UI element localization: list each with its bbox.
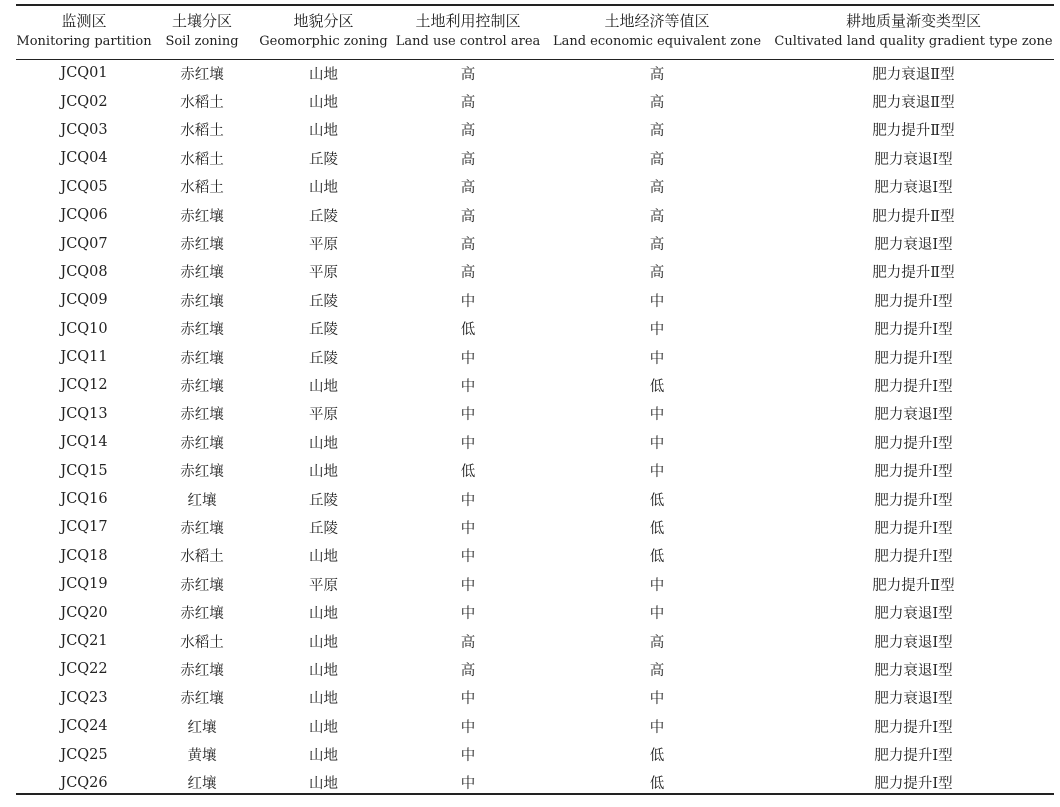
land-economic-cell: 中 <box>649 435 665 452</box>
header-row <box>16 7 1054 55</box>
land-use-cell: 中 <box>460 520 476 537</box>
quality-type-cell: 肥力提升Ⅰ型 <box>874 748 953 765</box>
soil-zone-cell: 红壤 <box>187 776 217 793</box>
col-header-zh: 耕地质量渐变类型区 <box>845 12 981 30</box>
land-economic-cell: 高 <box>649 208 665 225</box>
monitoring-id-cell: JCQ04 <box>60 150 108 167</box>
land-economic-cell: 中 <box>649 464 665 481</box>
col-header-zh: 土地利用控制区 <box>415 12 521 30</box>
col-header-monitoring-partition <box>16 7 152 55</box>
monitoring-id-cell: JCQ03 <box>60 121 108 138</box>
table-row <box>16 655 1054 683</box>
quality-type-cell: 肥力提升Ⅰ型 <box>874 435 953 452</box>
quality-type-cell: 肥力提升Ⅰ型 <box>874 549 953 566</box>
soil-zone-cell: 赤红壤 <box>180 378 224 395</box>
land-economic-cell: 高 <box>649 634 665 651</box>
quality-type-cell: 肥力衰退Ⅰ型 <box>874 662 953 679</box>
geomorphic-zone-cell: 山地 <box>309 123 338 140</box>
land-use-cell: 高 <box>460 237 476 254</box>
land-use-cell: 中 <box>460 549 476 566</box>
land-use-cell: 中 <box>460 435 476 452</box>
land-economic-cell: 中 <box>649 719 665 736</box>
quality-type-cell: 肥力衰退Ⅱ型 <box>872 95 955 112</box>
table-row <box>16 173 1054 201</box>
soil-zone-cell: 赤红壤 <box>180 577 224 594</box>
col-header-zh: 地貌分区 <box>293 12 354 30</box>
land-use-cell: 中 <box>460 606 476 623</box>
table-row <box>16 371 1054 399</box>
quality-type-cell: 肥力提升Ⅰ型 <box>874 776 953 793</box>
geomorphic-zone-cell: 山地 <box>309 719 338 736</box>
table-row <box>16 740 1054 768</box>
monitoring-id-cell: JCQ02 <box>60 93 108 110</box>
col-header-quality-gradient-zone <box>773 7 1054 55</box>
soil-zone-cell: 赤红壤 <box>180 662 224 679</box>
table-row <box>16 542 1054 570</box>
geomorphic-zone-cell: 丘陵 <box>309 293 338 310</box>
monitoring-id-cell: JCQ07 <box>60 235 108 252</box>
col-header-en: Monitoring partition <box>16 34 152 49</box>
table-row <box>16 87 1054 115</box>
land-economic-cell: 中 <box>649 407 665 424</box>
monitoring-id-cell: JCQ05 <box>60 178 108 195</box>
monitoring-id-cell: JCQ09 <box>60 292 108 309</box>
quality-type-cell: 肥力提升Ⅱ型 <box>872 577 955 594</box>
land-economic-cell: 高 <box>649 662 665 679</box>
quality-type-cell: 肥力衰退Ⅰ型 <box>874 407 953 424</box>
table-row <box>16 286 1054 314</box>
land-use-cell: 高 <box>460 634 476 651</box>
quality-type-cell: 肥力提升Ⅱ型 <box>872 265 955 282</box>
quality-type-cell: 肥力提升Ⅰ型 <box>874 464 953 481</box>
monitoring-id-cell: JCQ24 <box>60 718 108 735</box>
quality-type-cell: 肥力衰退Ⅰ型 <box>874 237 953 254</box>
geomorphic-zone-cell: 山地 <box>309 180 338 197</box>
col-header-land-economic-zone <box>541 7 773 55</box>
land-economic-cell: 高 <box>649 151 665 168</box>
geomorphic-zone-cell: 山地 <box>309 606 338 623</box>
soil-zone-cell: 赤红壤 <box>180 265 224 282</box>
table-body <box>16 55 1054 797</box>
quality-type-cell: 肥力衰退Ⅰ型 <box>874 691 953 708</box>
soil-zone-cell: 水稻土 <box>180 95 224 112</box>
land-economic-cell: 低 <box>649 378 665 395</box>
soil-zone-cell: 赤红壤 <box>180 520 224 537</box>
land-use-cell: 高 <box>460 208 476 225</box>
monitoring-id-cell: JCQ22 <box>60 661 108 678</box>
col-header-land-use-control <box>395 7 541 55</box>
quality-type-cell: 肥力提升Ⅰ型 <box>874 378 953 395</box>
table-row <box>16 201 1054 229</box>
land-economic-cell: 中 <box>649 691 665 708</box>
monitoring-id-cell: JCQ10 <box>60 320 108 337</box>
land-economic-cell: 中 <box>649 606 665 623</box>
land-economic-cell: 中 <box>649 293 665 310</box>
land-economic-cell: 低 <box>649 492 665 509</box>
land-use-cell: 低 <box>460 464 476 481</box>
table-row <box>16 55 1054 87</box>
land-economic-cell: 高 <box>649 265 665 282</box>
monitoring-id-cell: JCQ11 <box>60 349 108 366</box>
geomorphic-zone-cell: 丘陵 <box>309 208 338 225</box>
quality-type-cell: 肥力衰退Ⅰ型 <box>874 151 953 168</box>
land-use-cell: 中 <box>460 577 476 594</box>
monitoring-id-cell: JCQ08 <box>60 263 108 280</box>
soil-zone-cell: 水稻土 <box>180 634 224 651</box>
land-economic-cell: 高 <box>649 66 665 83</box>
table-row <box>16 485 1054 513</box>
col-header-en: Soil zoning <box>165 34 239 49</box>
land-use-cell: 高 <box>460 123 476 140</box>
quality-type-cell: 肥力提升Ⅰ型 <box>874 520 953 537</box>
monitoring-id-cell: JCQ15 <box>60 462 108 479</box>
soil-zone-cell: 水稻土 <box>180 151 224 168</box>
land-use-cell: 中 <box>460 378 476 395</box>
soil-zone-cell: 黄壤 <box>187 748 217 765</box>
table-row <box>16 684 1054 712</box>
quality-type-cell: 肥力提升Ⅰ型 <box>874 293 953 310</box>
monitoring-id-cell: JCQ25 <box>60 746 108 763</box>
geomorphic-zone-cell: 山地 <box>309 634 338 651</box>
table-row <box>16 400 1054 428</box>
land-economic-cell: 中 <box>649 350 665 367</box>
quality-type-cell: 肥力衰退Ⅱ型 <box>872 66 955 83</box>
soil-zone-cell: 红壤 <box>187 492 217 509</box>
geomorphic-zone-cell: 丘陵 <box>309 151 338 168</box>
soil-zone-cell: 赤红壤 <box>180 66 224 83</box>
geomorphic-zone-cell: 山地 <box>309 549 338 566</box>
geomorphic-zone-cell: 丘陵 <box>309 520 338 537</box>
land-use-cell: 高 <box>460 662 476 679</box>
land-economic-cell: 高 <box>649 237 665 254</box>
land-use-cell: 高 <box>460 66 476 83</box>
geomorphic-zone-cell: 山地 <box>309 748 338 765</box>
geomorphic-zone-cell: 山地 <box>309 464 338 481</box>
geomorphic-zone-cell: 山地 <box>309 435 338 452</box>
geomorphic-zone-cell: 山地 <box>309 662 338 679</box>
quality-type-cell: 肥力提升Ⅱ型 <box>872 208 955 225</box>
quality-type-cell: 肥力提升Ⅱ型 <box>872 123 955 140</box>
quality-type-cell: 肥力衰退Ⅰ型 <box>874 634 953 651</box>
soil-zone-cell: 红壤 <box>187 719 217 736</box>
land-use-cell: 低 <box>460 322 476 339</box>
land-use-cell: 中 <box>460 776 476 793</box>
land-economic-cell: 低 <box>649 549 665 566</box>
land-use-cell: 中 <box>460 407 476 424</box>
quality-type-cell: 肥力衰退Ⅰ型 <box>874 180 953 197</box>
col-header-geomorphic-zoning <box>252 7 395 55</box>
table-row <box>16 769 1054 797</box>
soil-zone-cell: 赤红壤 <box>180 237 224 254</box>
geomorphic-zone-cell: 丘陵 <box>309 322 338 339</box>
quality-type-cell: 肥力提升Ⅰ型 <box>874 492 953 509</box>
table-row <box>16 712 1054 740</box>
monitoring-id-cell: JCQ13 <box>60 405 108 422</box>
table-row <box>16 627 1054 655</box>
monitoring-id-cell: JCQ06 <box>60 207 108 224</box>
col-header-zh: 监测区 <box>61 12 107 30</box>
table-row <box>16 570 1054 598</box>
soil-zone-cell: 水稻土 <box>180 180 224 197</box>
monitoring-id-cell: JCQ23 <box>60 689 108 706</box>
quality-type-cell: 肥力提升Ⅰ型 <box>874 719 953 736</box>
monitoring-id-cell: JCQ12 <box>60 377 108 394</box>
geomorphic-zone-cell: 山地 <box>309 776 338 793</box>
table-row <box>16 144 1054 172</box>
soil-zone-cell: 赤红壤 <box>180 435 224 452</box>
col-header-en: Land economic equivalent zone <box>552 34 762 49</box>
monitoring-partition-table <box>16 7 1054 797</box>
table-row <box>16 513 1054 541</box>
soil-zone-cell: 赤红壤 <box>180 407 224 424</box>
geomorphic-zone-cell: 平原 <box>309 265 338 282</box>
soil-zone-cell: 水稻土 <box>180 549 224 566</box>
geomorphic-zone-cell: 山地 <box>309 691 338 708</box>
col-header-en: Land use control area <box>395 34 541 49</box>
monitoring-id-cell: JCQ19 <box>60 576 108 593</box>
quality-type-cell: 肥力提升Ⅰ型 <box>874 322 953 339</box>
soil-zone-cell: 赤红壤 <box>180 208 224 225</box>
land-use-cell: 中 <box>460 293 476 310</box>
soil-zone-cell: 赤红壤 <box>180 464 224 481</box>
col-header-zh: 土壤分区 <box>171 12 232 30</box>
land-use-cell: 中 <box>460 350 476 367</box>
land-economic-cell: 高 <box>649 95 665 112</box>
monitoring-id-cell: JCQ16 <box>60 491 108 508</box>
top-rule <box>16 4 1054 6</box>
table-row <box>16 343 1054 371</box>
geomorphic-zone-cell: 山地 <box>309 378 338 395</box>
land-economic-cell: 中 <box>649 322 665 339</box>
quality-type-cell: 肥力衰退Ⅰ型 <box>874 606 953 623</box>
geomorphic-zone-cell: 丘陵 <box>309 350 338 367</box>
monitoring-id-cell: JCQ17 <box>60 519 108 536</box>
soil-zone-cell: 赤红壤 <box>180 350 224 367</box>
land-economic-cell: 低 <box>649 776 665 793</box>
col-header-soil-zoning <box>152 7 252 55</box>
table-row <box>16 229 1054 257</box>
land-use-cell: 中 <box>460 719 476 736</box>
geomorphic-zone-cell: 平原 <box>309 407 338 424</box>
monitoring-id-cell: JCQ21 <box>60 633 108 649</box>
soil-zone-cell: 赤红壤 <box>180 606 224 623</box>
table-row <box>16 315 1054 343</box>
monitoring-id-cell: JCQ26 <box>60 774 108 791</box>
table-row <box>16 456 1054 484</box>
monitoring-id-cell: JCQ18 <box>60 547 108 564</box>
land-use-cell: 中 <box>460 492 476 509</box>
col-header-en: Geomorphic zoning <box>259 34 388 49</box>
geomorphic-zone-cell: 丘陵 <box>309 492 338 509</box>
land-use-cell: 高 <box>460 151 476 168</box>
col-header-zh: 土地经济等值区 <box>604 12 710 30</box>
soil-zone-cell: 水稻土 <box>180 123 224 140</box>
soil-zone-cell: 赤红壤 <box>180 322 224 339</box>
table-row <box>16 258 1054 286</box>
land-use-cell: 高 <box>460 95 476 112</box>
monitoring-id-cell: JCQ01 <box>60 65 108 82</box>
col-header-en: Cultivated land quality gradient type zone <box>774 34 1053 49</box>
table-row <box>16 428 1054 456</box>
land-economic-cell: 低 <box>649 520 665 537</box>
geomorphic-zone-cell: 山地 <box>309 66 338 83</box>
land-economic-cell: 高 <box>649 123 665 140</box>
soil-zone-cell: 赤红壤 <box>180 293 224 310</box>
land-economic-cell: 低 <box>649 748 665 765</box>
monitoring-id-cell: JCQ20 <box>60 604 108 621</box>
land-use-cell: 高 <box>460 265 476 282</box>
land-economic-cell: 高 <box>649 180 665 197</box>
land-use-cell: 中 <box>460 691 476 708</box>
geomorphic-zone-cell: 平原 <box>309 577 338 594</box>
table-row <box>16 598 1054 626</box>
land-use-cell: 中 <box>460 748 476 765</box>
soil-zone-cell: 赤红壤 <box>180 691 224 708</box>
table-row <box>16 116 1054 144</box>
geomorphic-zone-cell: 平原 <box>309 237 338 254</box>
land-use-cell: 高 <box>460 180 476 197</box>
geomorphic-zone-cell: 山地 <box>309 95 338 112</box>
monitoring-id-cell: JCQ14 <box>60 434 108 451</box>
land-economic-cell: 中 <box>649 577 665 594</box>
quality-type-cell: 肥力提升Ⅰ型 <box>874 350 953 367</box>
